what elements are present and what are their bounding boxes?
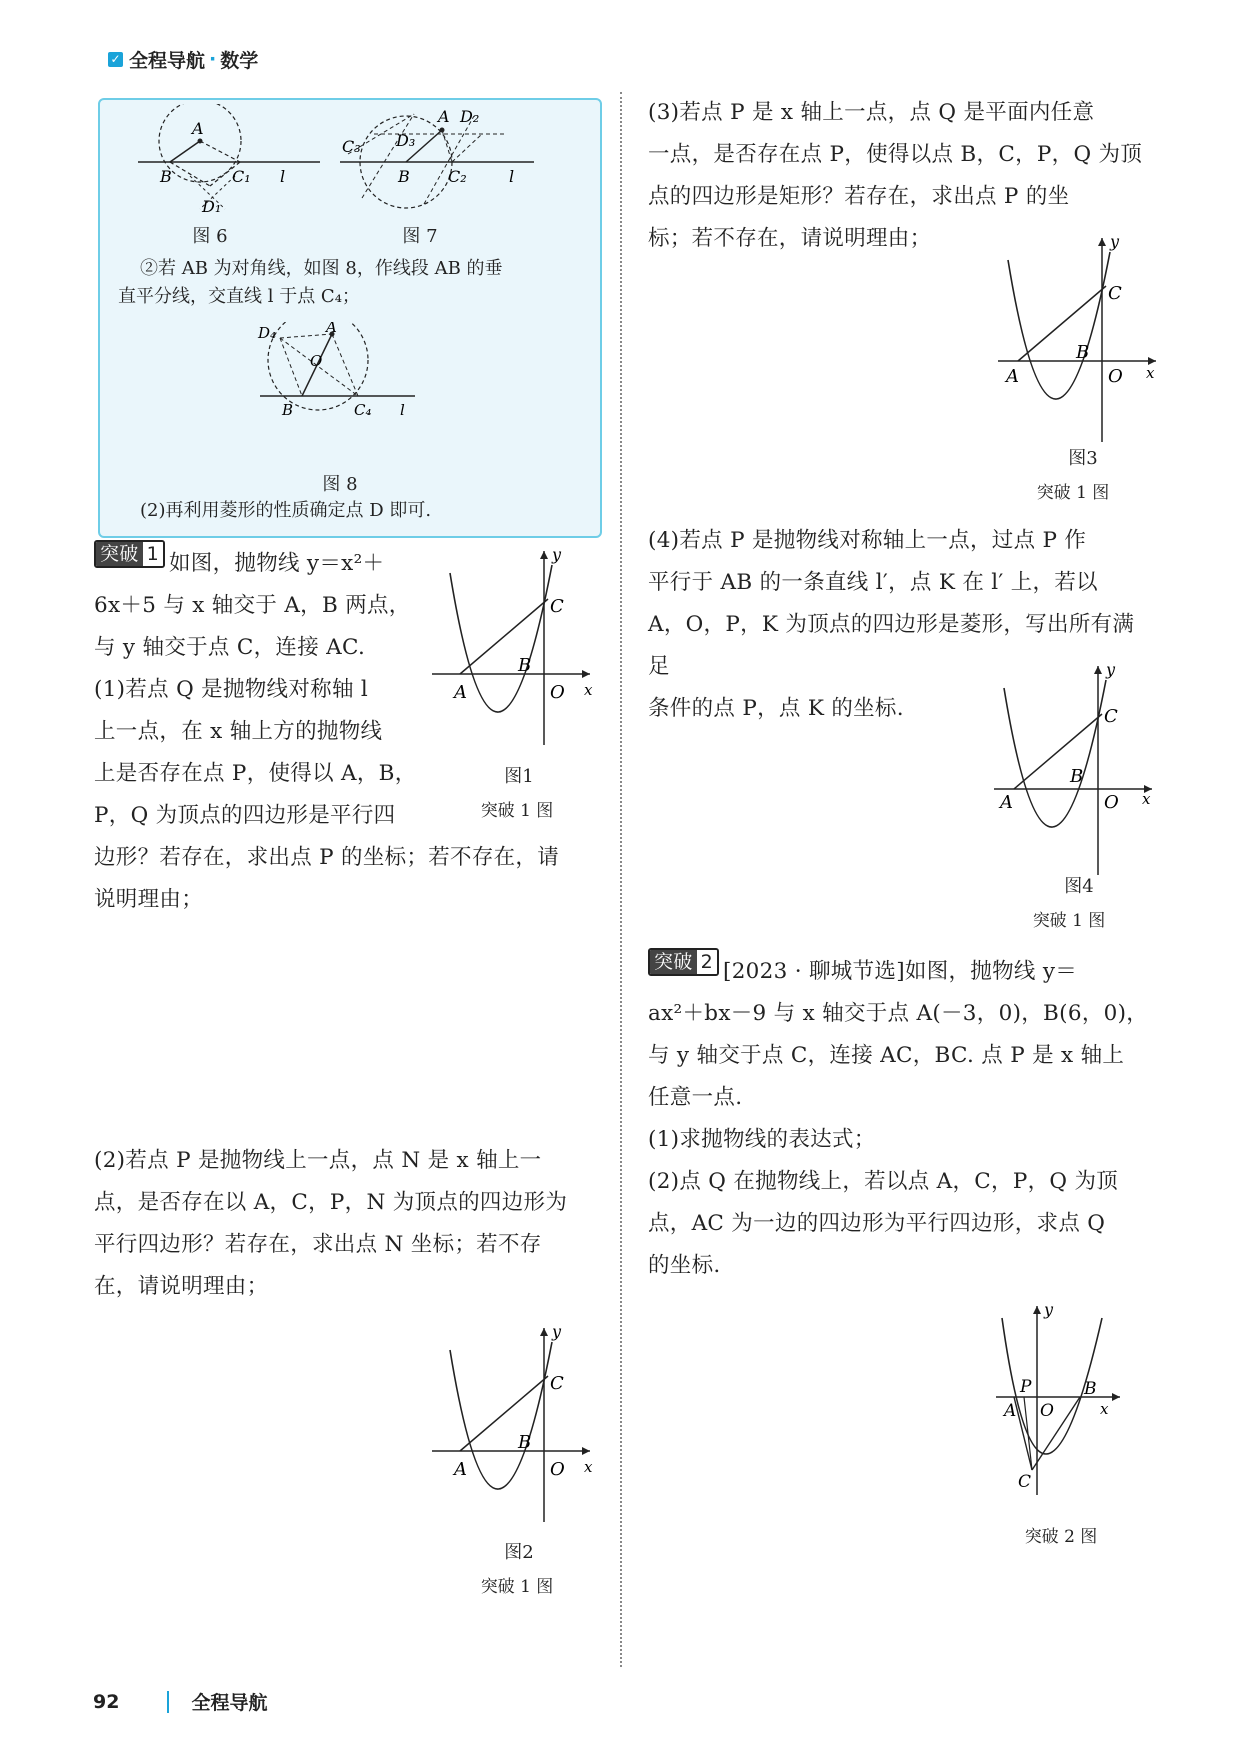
q1-part4-line1: (4)若点 P 是抛物线对称轴上一点，过点 P 作: [648, 528, 1087, 553]
left-column-part2: [94, 1140, 614, 1308]
fig8-label-o: O: [310, 352, 323, 370]
q2-part2-line2: 点，AC 为一边的四边形为平行四边形，求点 Q: [648, 1211, 1106, 1236]
q1-part1-line4: P，Q 为顶点的四边形是平行四: [94, 803, 396, 828]
fig2-label-y: y: [552, 1322, 562, 1341]
q1-part1-line6: 说明理由；: [94, 887, 204, 912]
hint-para3: (2)再利用菱形的性质确定点 D 即可.: [140, 500, 432, 521]
fig5-label-y: y: [1044, 1300, 1054, 1319]
q1-part4-line3: A，O，P，K 为顶点的四边形是菱形，写出所有满足: [648, 612, 1135, 679]
header-subject: 数学: [220, 49, 259, 72]
figure-2-parabola: [432, 1322, 602, 1542]
q2-stem-line2: ax²＋bx－9 与 x 轴交于点 A(－3，0)，B(6，0)，: [648, 1001, 1149, 1026]
figure-8: [250, 322, 430, 422]
q1-part3-line3: 点的四边形是矩形？若存在，求出点 P 的坐: [648, 184, 1070, 209]
q2-part2-line3: 的坐标.: [648, 1253, 721, 1278]
figure-7: [334, 104, 564, 224]
fig8-label-c4: C₄: [354, 401, 372, 419]
hint-box: [98, 98, 602, 538]
fig5-label-p: P: [1020, 1377, 1032, 1397]
fig3-label-c: C: [1108, 283, 1122, 304]
fig1-label-c: C: [550, 596, 564, 617]
fig3-caption: 图3: [1068, 448, 1098, 469]
page-footer: [93, 1688, 267, 1715]
q1-part1-line5: 边形？若存在，求出点 P 的坐标；若不存在，请: [94, 845, 560, 870]
q1-part2-line2: 点，是否存在以 A，C，P，N 为顶点的四边形为: [94, 1190, 568, 1215]
fig1-label-y: y: [552, 545, 562, 564]
fig3-label-o: O: [1108, 366, 1123, 387]
fig1-label-x: x: [584, 681, 593, 699]
fig3-label-y: y: [1110, 232, 1120, 251]
column-divider: [620, 92, 622, 1667]
fig2-label-o: O: [550, 1459, 565, 1480]
fig3-label-a: A: [1006, 366, 1019, 387]
fig4-label-x: x: [1142, 790, 1151, 808]
q2-stem-line4: 任意一点.: [648, 1085, 743, 1110]
fig4-label-o: O: [1104, 792, 1119, 813]
fig5-label-a: A: [1004, 1401, 1017, 1421]
fig4-subcaption: 突破 1 图: [1032, 911, 1106, 931]
fig8-caption: 图 8: [322, 474, 358, 495]
fig3-label-b: B: [1076, 342, 1090, 363]
fig7-label-d3: D₃: [396, 131, 416, 150]
q1-part1-line3: 上是否存在点 P，使得以 A，B，: [94, 761, 417, 786]
q2-part2-line1: (2)点 Q 在抛物线上，若以点 A，C，P，Q 为顶: [648, 1169, 1119, 1194]
breakthrough-tag-2: 突破 2: [648, 948, 719, 976]
page-header: [108, 44, 258, 74]
fig6-caption: 图 6: [192, 226, 228, 247]
hint-para2-line2: 直平分线，交直线 l 于点 C₄；: [118, 286, 360, 307]
fig6-label-d1: D₁: [202, 197, 222, 216]
q1-part3-line4: 标；若不存在，请说明理由；: [648, 226, 932, 251]
q1-stem-line2: 6x＋5 与 x 轴交于 A，B 两点，: [94, 593, 411, 618]
fig4-label-a: A: [1000, 792, 1013, 813]
fig2-label-a: A: [454, 1459, 467, 1480]
fig1-label-a: A: [454, 682, 467, 703]
footer-separator: [167, 1691, 169, 1713]
figure-3-parabola: [998, 232, 1168, 452]
fig1-label-o: O: [550, 682, 565, 703]
fig6-label-a: A: [192, 119, 204, 138]
fig8-label-a: A: [326, 322, 337, 336]
figure-5-parabola: [992, 1300, 1132, 1505]
q1-part1-line1: (1)若点 Q 是抛物线对称轴 l: [94, 677, 369, 702]
footer-title: 全程导航: [191, 1692, 268, 1714]
fig2-caption: 图2: [504, 1542, 534, 1563]
fig3-subcaption: 突破 1 图: [1036, 483, 1110, 503]
q2-line1-text: [2023 · 聊城节选]如图，抛物线 y＝: [723, 959, 1078, 984]
q1-part4-line2: 平行于 AB 的一条直线 l′，点 K 在 l′ 上，若以: [648, 570, 1098, 595]
header-title: 全程导航: [129, 49, 206, 72]
figure-4-parabola: [994, 660, 1164, 880]
fig5-label-c: C: [1018, 1472, 1032, 1492]
fig1-label-b: B: [518, 655, 532, 676]
page-number: 92: [93, 1690, 120, 1713]
fig2-subcaption: 突破 1 图: [480, 1577, 554, 1597]
fig4-caption: 图4: [1064, 876, 1094, 897]
breakthrough-tag-1: 突破 1: [94, 540, 165, 568]
fig4-label-y: y: [1106, 660, 1116, 679]
header-dot: ·: [209, 48, 217, 70]
fig8-label-d4: D₄: [258, 324, 277, 342]
q1-part2-line4: 在，请说明理由；: [94, 1274, 269, 1299]
fig7-label-a: A: [438, 107, 450, 126]
fig6-label-l: l: [280, 167, 286, 186]
fig6-label-c1: C₁: [232, 167, 251, 186]
fig7-label-d2: D₂: [460, 107, 480, 126]
fig5-subcaption: 突破 2 图: [1024, 1527, 1098, 1547]
q1-part3-line1: (3)若点 P 是 x 轴上一点，点 Q 是平面内任意: [648, 100, 1095, 125]
fig7-caption: 图 7: [402, 226, 438, 247]
fig3-label-x: x: [1146, 364, 1155, 382]
fig7-label-l: l: [509, 167, 515, 186]
q1-part2-line3: 平行四边形？若存在，求出点 N 坐标；若不存: [94, 1232, 542, 1257]
fig8-label-b: B: [282, 401, 294, 419]
q2-part1: (1)求抛物线的表达式；: [648, 1127, 876, 1152]
fig7-label-c2: C₂: [448, 167, 467, 186]
figure-6: [130, 104, 330, 224]
fig7-label-c3: C₃: [342, 137, 361, 156]
fig1-caption: 图1: [504, 766, 534, 787]
fig2-label-x: x: [584, 1458, 593, 1476]
fig5-label-o: O: [1040, 1401, 1054, 1421]
fig8-label-l: l: [400, 401, 405, 419]
q2-stem-line1: [648, 948, 1158, 993]
q2-stem-line3: 与 y 轴交于点 C，连接 AC，BC. 点 P 是 x 轴上: [648, 1043, 1125, 1068]
fig4-label-c: C: [1104, 706, 1118, 727]
fig5-label-b: B: [1084, 1379, 1097, 1399]
hint-para2-line1: ②若 AB 为对角线，如图 8，作线段 AB 的垂: [140, 258, 503, 279]
fig7-label-b: B: [398, 167, 410, 186]
fig5-label-x: x: [1100, 1400, 1109, 1418]
right-column-part3: [648, 948, 1158, 1287]
q1-part2-line1: (2)若点 P 是抛物线上一点，点 N 是 x 轴上一: [94, 1148, 542, 1173]
fig6-label-b: B: [160, 167, 172, 186]
figure-1-parabola: [432, 545, 602, 765]
fig4-label-b: B: [1070, 766, 1084, 787]
fig1-subcaption: 突破 1 图: [480, 801, 554, 821]
q1-part1-line2: 上一点，在 x 轴上方的抛物线: [94, 719, 383, 744]
fig2-label-b: B: [518, 1432, 532, 1453]
check-icon: ✓: [108, 52, 123, 67]
q1-part3-line2: 一点，是否存在点 P，使得以点 B，C，P，Q 为顶: [648, 142, 1143, 167]
q1-line1-text: 如图，抛物线 y＝x²＋: [169, 551, 385, 576]
q1-part4-line4: 条件的点 P，点 K 的坐标.: [648, 696, 904, 721]
fig2-label-c: C: [550, 1373, 564, 1394]
q1-stem-line3: 与 y 轴交于点 C，连接 AC.: [94, 635, 366, 660]
